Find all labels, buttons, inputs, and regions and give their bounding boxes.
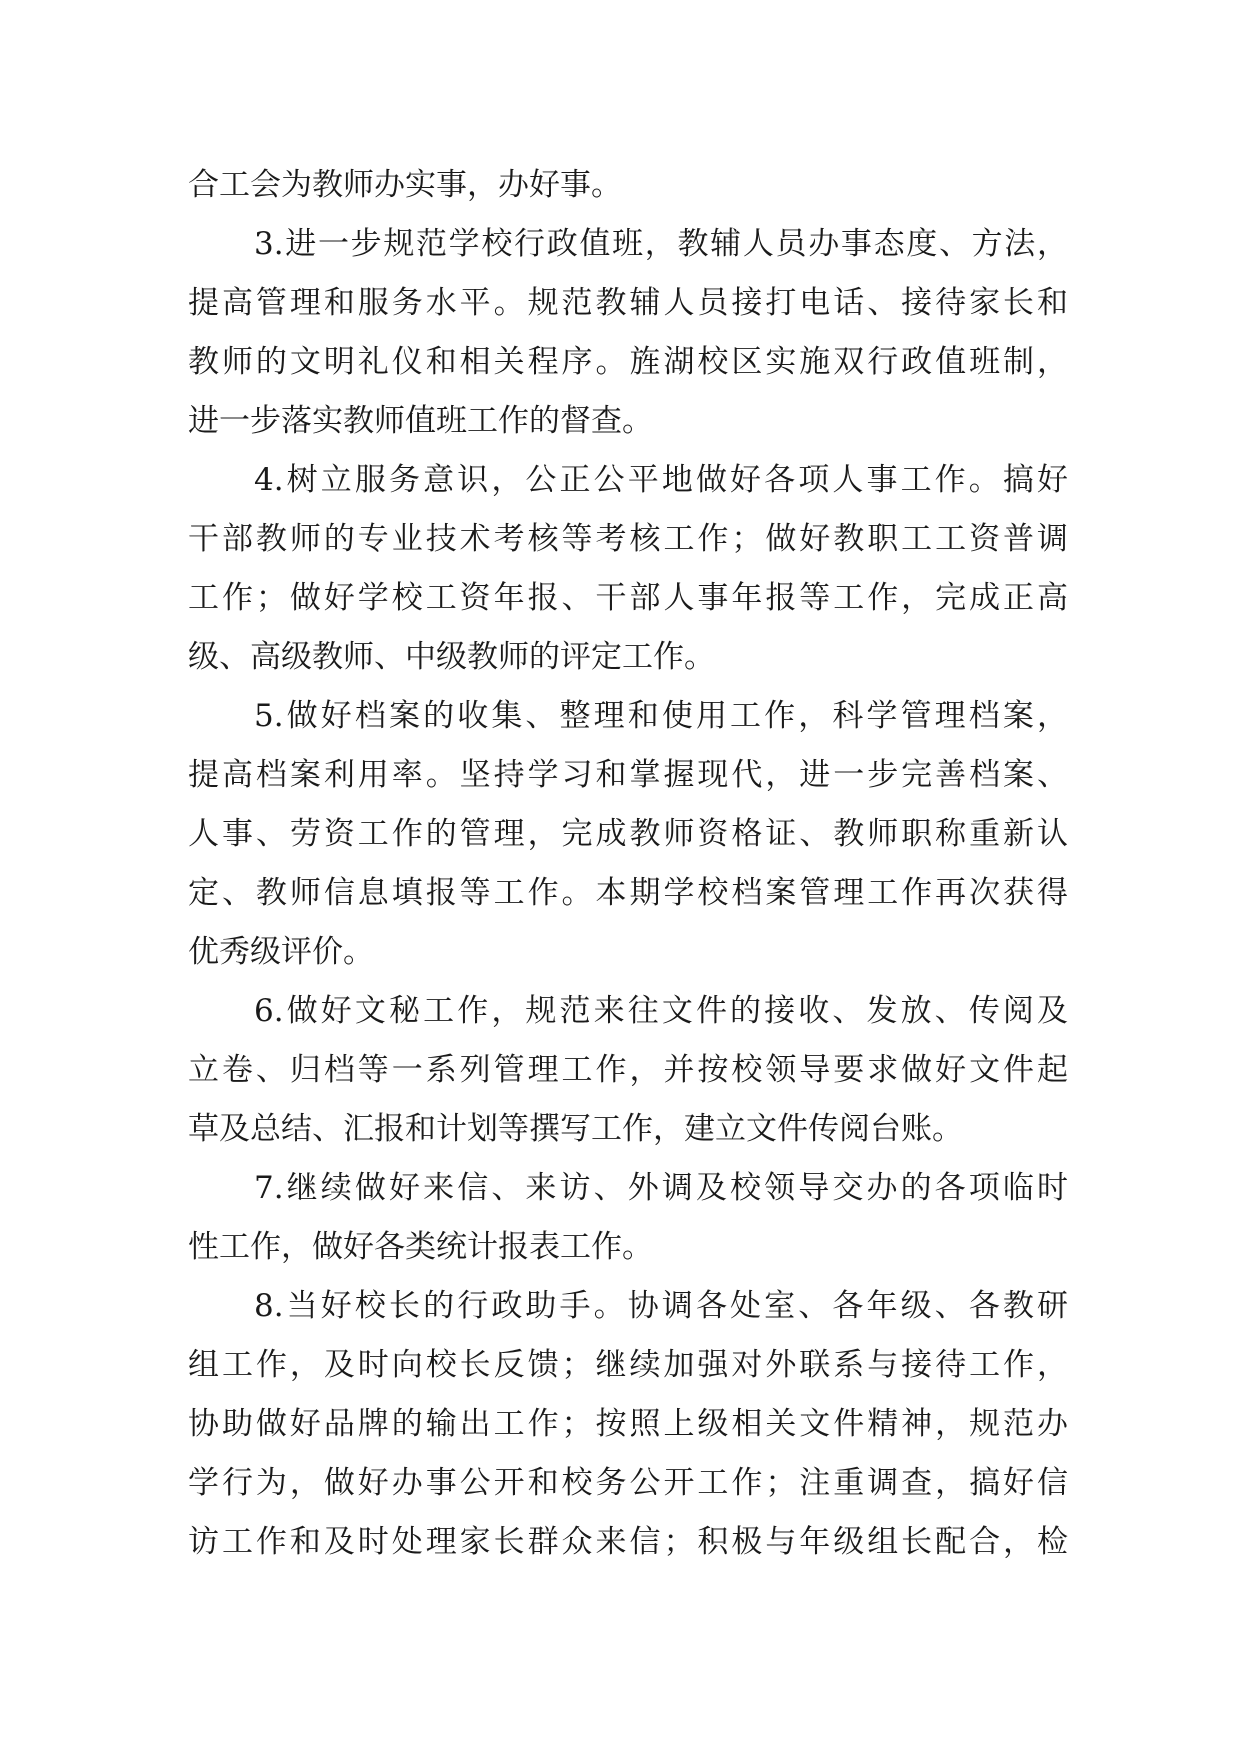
document-body: [188, 156, 1068, 1572]
text-line: 进一步落实教师值班工作的督查。: [188, 403, 653, 439]
text-line: 优秀级评价。: [188, 934, 374, 970]
text-line: 3.进一步规范学校行政值班，教辅人员办事态度、方法，: [254, 226, 1068, 262]
text-line: 定、教师信息填报等工作。本期学校档案管理工作再次获得: [188, 875, 1068, 911]
text-line: 教师的文明礼仪和相关程序。旌湖校区实施双行政值班制，: [188, 344, 1068, 380]
paragraph-8: [188, 1277, 1068, 1572]
text-line: 性工作，做好各类统计报表工作。: [188, 1229, 653, 1265]
paragraph-5: [188, 687, 1068, 982]
text-line: 7.继续做好来信、来访、外调及校领导交办的各项临时: [254, 1170, 1068, 1206]
text-line: 合工会为教师办实事，办好事。: [188, 167, 622, 203]
paragraph-4: [188, 451, 1068, 687]
text-line: 立卷、归档等一系列管理工作，并按校领导要求做好文件起: [188, 1052, 1068, 1088]
text-line: 4.树立服务意识，公正公平地做好各项人事工作。搞好: [254, 462, 1068, 498]
text-line: 提高档案利用率。坚持学习和掌握现代，进一步完善档案、: [188, 757, 1068, 793]
text-line: 访工作和及时处理家长群众来信；积极与年级组长配合，检: [188, 1524, 1068, 1560]
paragraph-7: [188, 1159, 1068, 1277]
paragraph-intro: [188, 156, 1068, 215]
text-line: 工作；做好学校工资年报、干部人事年报等工作，完成正高: [188, 580, 1068, 616]
text-line: 提高管理和服务水平。规范教辅人员接打电话、接待家长和: [188, 285, 1068, 321]
paragraph-6: [188, 982, 1068, 1159]
paragraph-3: [188, 215, 1068, 451]
text-line: 6.做好文秘工作，规范来往文件的接收、发放、传阅及: [254, 993, 1068, 1029]
text-line: 人事、劳资工作的管理，完成教师资格证、教师职称重新认: [188, 816, 1068, 852]
text-line: 干部教师的专业技术考核等考核工作；做好教职工工资普调: [188, 521, 1068, 557]
text-line: 学行为，做好办事公开和校务公开工作；注重调查，搞好信: [188, 1465, 1068, 1501]
text-line: 组工作，及时向校长反馈；继续加强对外联系与接待工作，: [188, 1347, 1068, 1383]
text-line: 草及总结、汇报和计划等撰写工作，建立文件传阅台账。: [188, 1111, 963, 1147]
text-line: 8.当好校长的行政助手。协调各处室、各年级、各教研: [254, 1288, 1068, 1324]
text-line: 级、高级教师、中级教师的评定工作。: [188, 639, 715, 675]
text-line: 5.做好档案的收集、整理和使用工作，科学管理档案，: [254, 698, 1068, 734]
text-line: 协助做好品牌的输出工作；按照上级相关文件精神，规范办: [188, 1406, 1068, 1442]
